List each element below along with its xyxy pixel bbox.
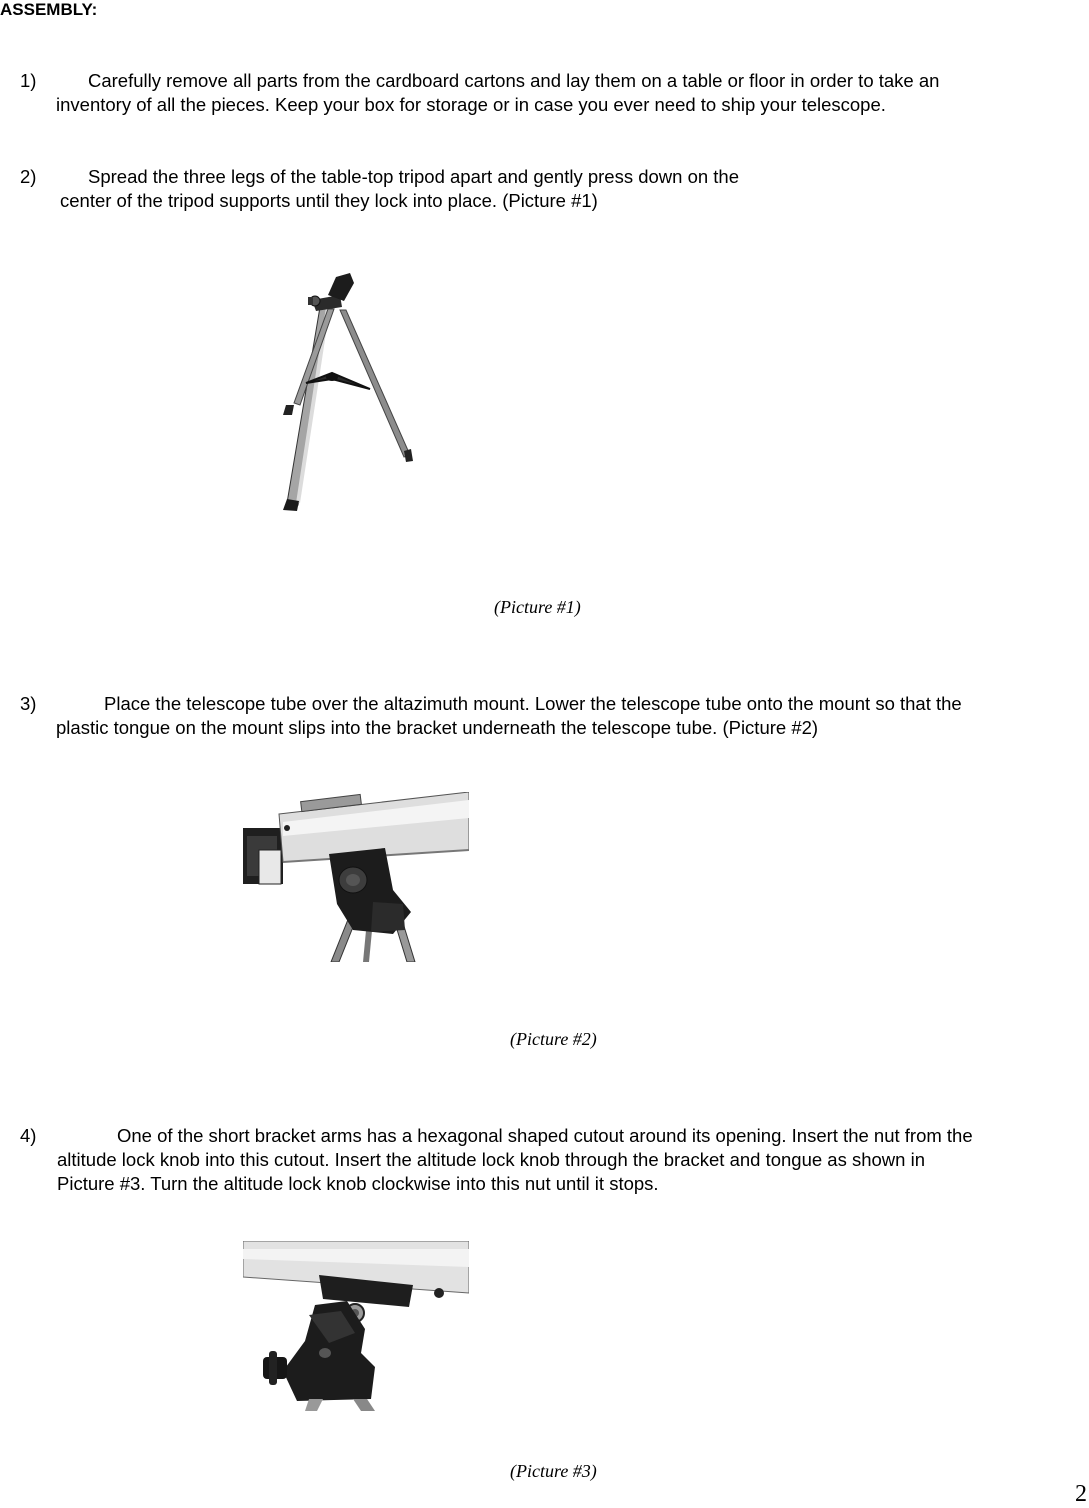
- step-3-number: 3): [20, 693, 37, 714]
- picture-1-caption: (Picture #1): [494, 597, 581, 617]
- picture-2-caption: (Picture #2): [510, 1029, 597, 1049]
- altitude-lock-photo: [243, 1241, 469, 1411]
- page-heading: ASSEMBLY:: [0, 0, 98, 19]
- picture-3-caption: (Picture #3): [510, 1461, 597, 1481]
- step-3-line-2: plastic tongue on the mount slips into the bracket underneath the telescope tube. (Picture #2): [56, 717, 819, 738]
- step-1-line-2: inventory of all the pieces. Keep your box for storage or in case you ever need to ship your telescope.: [56, 94, 886, 115]
- step-2-number: 2): [20, 166, 37, 187]
- step-2-line-1: Spread the three legs of the table-top tripod apart and gently press down on the: [88, 166, 740, 187]
- step-2: [20, 165, 739, 213]
- tripod-photo: [270, 265, 415, 515]
- step-1-number: 1): [20, 70, 37, 91]
- step-1: [20, 69, 939, 117]
- step-4-number: 4): [20, 1125, 37, 1146]
- step-4-line-1: One of the short bracket arms has a hexagonal shaped cutout around its opening. Insert the nut from the: [117, 1125, 973, 1146]
- step-4-line-2: altitude lock knob into this cutout. Insert the altitude lock knob through the bracket and tongue as shown in: [57, 1149, 925, 1170]
- step-1-line-1: Carefully remove all parts from the cardboard cartons and lay them on a table or floor in order to take an: [88, 70, 940, 91]
- telescope-mount-photo: [243, 792, 469, 962]
- page-number: 2: [1075, 1481, 1087, 1507]
- step-4: [20, 1124, 973, 1196]
- step-2-line-2: center of the tripod supports until they lock into place. (Picture #1): [60, 190, 598, 211]
- step-3: [20, 692, 962, 740]
- step-4-line-3: Picture #3. Turn the altitude lock knob clockwise into this nut until it stops.: [57, 1173, 659, 1194]
- step-3-line-1: Place the telescope tube over the altazimuth mount. Lower the telescope tube onto the mount so that the: [104, 693, 962, 714]
